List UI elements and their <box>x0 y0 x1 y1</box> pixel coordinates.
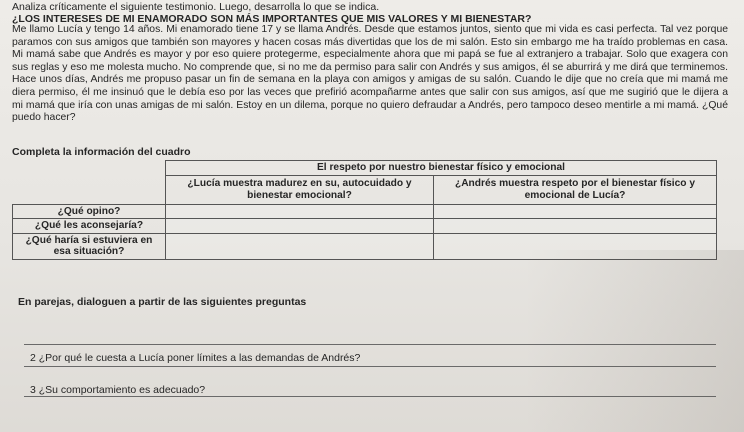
row-label-aconsejaria: ¿Qué les aconsejaría? <box>13 219 166 234</box>
answer-cell[interactable] <box>166 204 434 219</box>
table-title: Completa la información del cuadro <box>12 146 191 158</box>
pairs-title: En parejas, dialoguen a partir de las siguientes preguntas <box>18 296 307 308</box>
testimony-text: Me llamo Lucía y tengo 14 años. Mi enamorado tiene 17 y se llama Andrés. Desde que estamos juntos, siento que mi vida es casi perfecta. Tal vez porque paramos con sus amigos que también son mayores y hacen cosas más divertidas que los de mi salón. Esto sin embargo me ha traído problemas en casa. Mi mamá sabe que Andrés es mayor y por eso quiere protegerme, especialmente ahora que mi papá se fue al extranjero a trabajar. Solo que exagera con sus reglas y eso me molesta mucho. No comprende que, si no me da permiso para salir con Andrés y sus amigos, él se aburrirá y me dirá que terminemos. Hace unos días, Andrés me propuso pasar un fin de semana en la playa con amigos y amigas de su salón. Cuando le dije que no creía que mi mamá me diera permiso, él me insinuó que le debía eso por las veces que prefirió acompañarme antes que salir con sus amigos, así que me sugirió que le dijera a mi mamá que iría con unas amigas de mi salón. Estoy en un dilema, porque no quiero defraudar a Andrés, pero tampoco deseo mentirle a mi mamá. ¿Qué puedo hacer? <box>12 24 728 124</box>
analysis-table <box>12 160 717 260</box>
empty-corner-2 <box>13 175 166 204</box>
answer-cell[interactable] <box>166 219 434 234</box>
testimony-heading: ¿LOS INTERESES DE MI ENAMORADO SON MÁS IMPORTANTES QUE MIS VALORES Y MI BIENESTAR? <box>12 13 532 25</box>
question-2: 2 ¿Por qué le cuesta a Lucía poner límites a las demandas de Andrés? <box>30 352 361 364</box>
instructions: Analiza críticamente el siguiente testimonio. Luego, desarrolla lo que se indica. <box>12 1 380 13</box>
photo-shadow <box>524 250 744 432</box>
question-3: 3 ¿Su comportamiento es adecuado? <box>30 384 206 396</box>
row-label-opino: ¿Qué opino? <box>13 204 166 219</box>
answer-cell[interactable] <box>166 233 434 259</box>
answer-cell[interactable] <box>434 233 717 259</box>
answer-cell[interactable] <box>434 204 717 219</box>
row-label-haria: ¿Qué haría si estuviera en esa situación? <box>13 233 166 259</box>
empty-corner <box>13 161 166 176</box>
group-header: El respeto por nuestro bienestar físico y emocional <box>166 161 717 176</box>
answer-line-3[interactable] <box>24 396 716 397</box>
column-header-lucia: ¿Lucía muestra madurez en su, autocuidado y bienestar emocional? <box>166 175 434 204</box>
answer-line-1[interactable] <box>24 344 716 345</box>
column-header-andres: ¿Andrés muestra respeto por el bienestar físico y emocional de Lucía? <box>434 175 717 204</box>
answer-line-2[interactable] <box>24 366 716 367</box>
answer-cell[interactable] <box>434 219 717 234</box>
